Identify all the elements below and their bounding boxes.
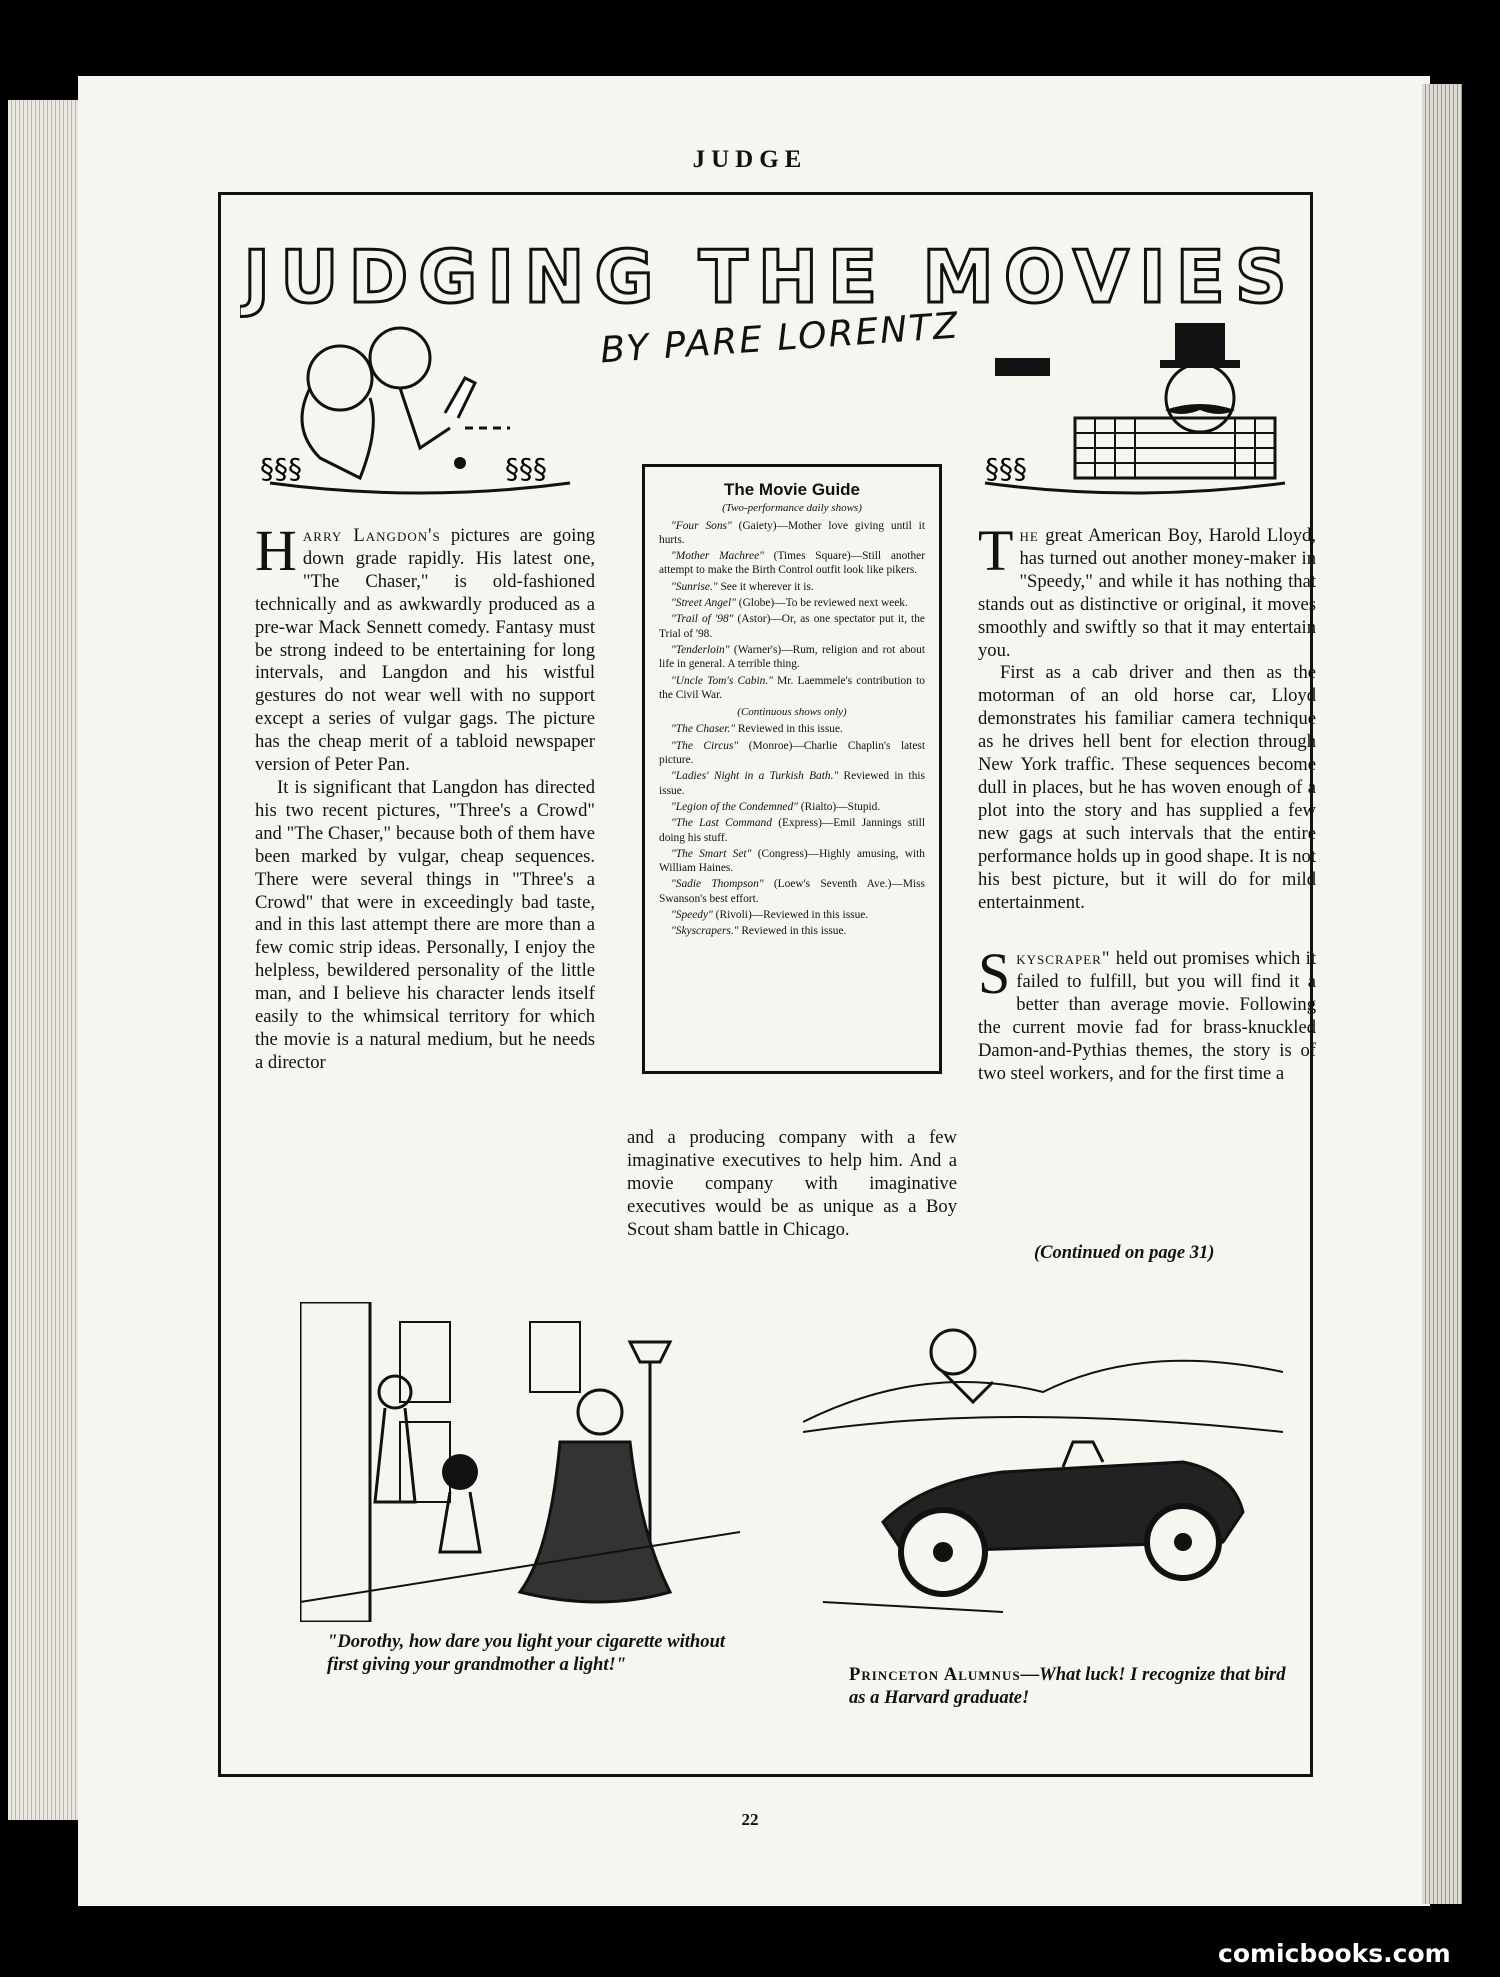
guide-entry [659, 722, 925, 736]
checkered-cape-icon [1075, 418, 1275, 478]
guide-entry-text: (Times Square)—Still another attempt to make the Birth Control outfit look like pikers. [659, 550, 925, 577]
guide-entry-title: "Skyscrapers." [671, 925, 739, 938]
guide-entry [659, 519, 925, 548]
guide-entries-two-performance [659, 519, 925, 703]
guide-entry-title: "Street Angel" [671, 597, 736, 610]
movie-guide-box [642, 464, 942, 1074]
guide-entry-text: (Rialto)—Stupid. [797, 800, 881, 813]
guide-entry-title: "The Last Command [671, 817, 772, 830]
svg-text:§§§: §§§ [985, 452, 1027, 485]
guide-entry [659, 800, 925, 814]
guide-entry-text: (Monroe)—Charlie Chaplin's latest picture. [659, 739, 925, 767]
feature-title-text: JUDGING THE MOVIES [243, 238, 1297, 318]
svg-text:§§§: §§§ [505, 452, 547, 485]
article-column-2-continued [627, 1127, 957, 1242]
grandmother-cartoon-illustration [300, 1302, 740, 1622]
page-number: 22 [741, 1810, 759, 1829]
guide-entry-title: "The Chaser." [671, 723, 735, 736]
car-cartoon-illustration [803, 1302, 1283, 1622]
guide-entry-text: Reviewed in this issue. [659, 770, 925, 797]
guide-entry-title: "Trail of '98" [671, 613, 734, 626]
paragraph-column2: and a producing company with a few imaginative executives to help him. And a movie company with imaginative executives would be as unique as a Boy Scout sham battle in Chicago. [627, 1127, 957, 1240]
guide-entry-title: "Uncle Tom's Cabin." [671, 674, 773, 687]
guide-entry-title: "Sadie Thompson" [671, 878, 764, 891]
guide-entry [659, 769, 925, 798]
guide-entry [659, 877, 925, 906]
dropcap-h: H [255, 518, 297, 583]
guide-subheading-continuous: (Continuous shows only) [737, 706, 847, 719]
guide-entry-title: "Legion of the Condemned" [671, 800, 798, 813]
paragraph-1: pictures are going down grade rapidly. His latest one, "The Chaser," is old-fashioned technically and as awkwardly produced as a pre-war Mack Sennett comedy. Fantasy must be strong indeed to be entertaining for long intervals, and Langdon and his wistful gestures do not wear well with no support except a series of vulgar gags. The picture has the cheap merit of a tabloid newspaper version of Peter Pan. [255, 525, 595, 776]
dropcap-t: T [978, 518, 1014, 583]
guide-entry-text: Mr. Laemmele's contribution to the Civil War. [659, 674, 926, 701]
article-column-3 [978, 518, 1316, 1086]
guide-entry-text: Reviewed in this issue. [738, 925, 847, 938]
running-head: JUDGE [692, 146, 808, 173]
book-page-edges-left [8, 100, 78, 1820]
guide-entry-text: (Astor)—Or, as one spectator put it, the Trial of '98. [659, 613, 925, 640]
guide-entry [659, 549, 925, 578]
lead-smallcaps-3: kyscraper" [1016, 948, 1111, 970]
guide-entry [659, 739, 925, 768]
continued-note: (Continued on page 31) [1034, 1243, 1215, 1263]
guide-entry-title: "Speedy" [671, 909, 713, 922]
feature-title [240, 238, 1300, 318]
guide-entry-text: (Congress)—Highly amusing, with William Haines. [659, 847, 925, 875]
site-watermark: comicbooks.com [1218, 1939, 1451, 1968]
guide-entry-text: (Express)—Emil Jannings still doing his stuff. [659, 817, 925, 844]
guide-entry [659, 612, 925, 641]
guide-entry [659, 924, 925, 938]
guide-entry-text: (Globe)—To be reviewed next week. [735, 597, 908, 610]
guide-entry-title: "Ladies' Night in a Turkish Bath." [671, 770, 839, 783]
guide-entry-text: See it wherever it is. [717, 580, 814, 593]
guide-entry-text: (Rivoli)—Reviewed in this issue. [712, 909, 869, 922]
lead-smallcaps: arry Langdon's [302, 525, 441, 546]
guide-entry-text: (Loew's Seventh Ave.)—Miss Swanson's best effort. [659, 878, 925, 905]
guide-entry [659, 580, 925, 594]
paragraph-speedy-2: First as a cab driver and then as the motorman of an old horse car, Lloyd demonstrates his familiar camera technique as he drives hell bent for election through New York traffic. These sequences become dull in places, but he has woven enough of a plot into the story and has supplied a few new gags at such intervals that the entire performance holds up in good shape. It is not his best picture, but it will do for mild entertainment. [978, 662, 1316, 913]
paragraph-2: It is significant that Langdon has directed his two recent pictures, "Three's a Crowd" and "The Chaser," because both of them have been marked by vulgar, cheap sequences. There were several things in "Three's a Crowd" that were in exceedingly bad taste, and in this last attempt there are more than a few comic strip ideas. Personally, I enjoy the helpless, bewildered personality of the little man, and I believe his character lends itself easily to the whimsical territory for which the movie is a natural medium, but he needs a director [255, 776, 595, 1073]
guide-entry-text: (Gaiety)—Mother love giving until it hurts. [659, 519, 926, 546]
book-page-edges-right [1422, 84, 1462, 1904]
guide-entry-title: "Tenderloin" [671, 643, 730, 656]
guide-entry [659, 847, 925, 876]
paragraph-speedy-1: great American Boy, Harold Lloyd, has turned out another money-maker in "Speedy," and while it has nothing that stands out as distinctive or original, it moves smoothly and swiftly so that it may entertain you. [978, 525, 1316, 661]
guide-entry-text: Reviewed in this issue. [735, 723, 843, 736]
right-cartoon-caption [849, 1664, 1289, 1709]
couple-cartoon-vignette [250, 318, 590, 498]
guide-entry-title: "The Circus" [671, 739, 739, 752]
dropcap-s: S [978, 941, 1011, 1007]
guide-entry [659, 596, 925, 610]
guide-entry-title: "Sunrise." [671, 580, 718, 593]
guide-entry-title: "The Smart Set" [671, 847, 752, 860]
left-cartoon-caption: "Dorothy, how dare you light your cigarette without first giving your grandmother a light!" [327, 1631, 726, 1675]
guide-subheading-two-performance: (Two-performance daily shows) [722, 502, 862, 515]
lead-smallcaps-2: he [1019, 525, 1039, 546]
caption-speaker: Princeton Alumnus [849, 1664, 1021, 1685]
guide-entry-title: "Four Sons" [671, 519, 732, 532]
guide-entries-continuous [659, 722, 925, 938]
article-column-1 [255, 518, 595, 1075]
svg-text:§§§: §§§ [260, 452, 302, 485]
paragraph-skyscraper: held out promises which it failed to fulfill, but you will find it a better than average movie. Following the current movie fad for brass-knuckled Damon-and-Pythias themes, the story is of two steel workers, and for the first time a [978, 948, 1316, 1084]
guide-entry [659, 816, 925, 845]
caption-quote: —What luck! I recognize that bird as a Harvard graduate! [849, 1664, 1286, 1708]
guide-entry [659, 908, 925, 922]
movie-guide-heading: The Movie Guide [723, 480, 861, 499]
byline: BY PARE LORENTZ [599, 305, 961, 372]
guide-entry [659, 674, 925, 703]
guide-entry [659, 643, 925, 672]
guide-entry-title: "Mother Machree" [671, 550, 764, 563]
villain-cartoon-vignette [965, 318, 1305, 498]
guide-entry-text: (Warner's)—Rum, religion and rot about life in general. A terrible thing. [659, 643, 925, 671]
